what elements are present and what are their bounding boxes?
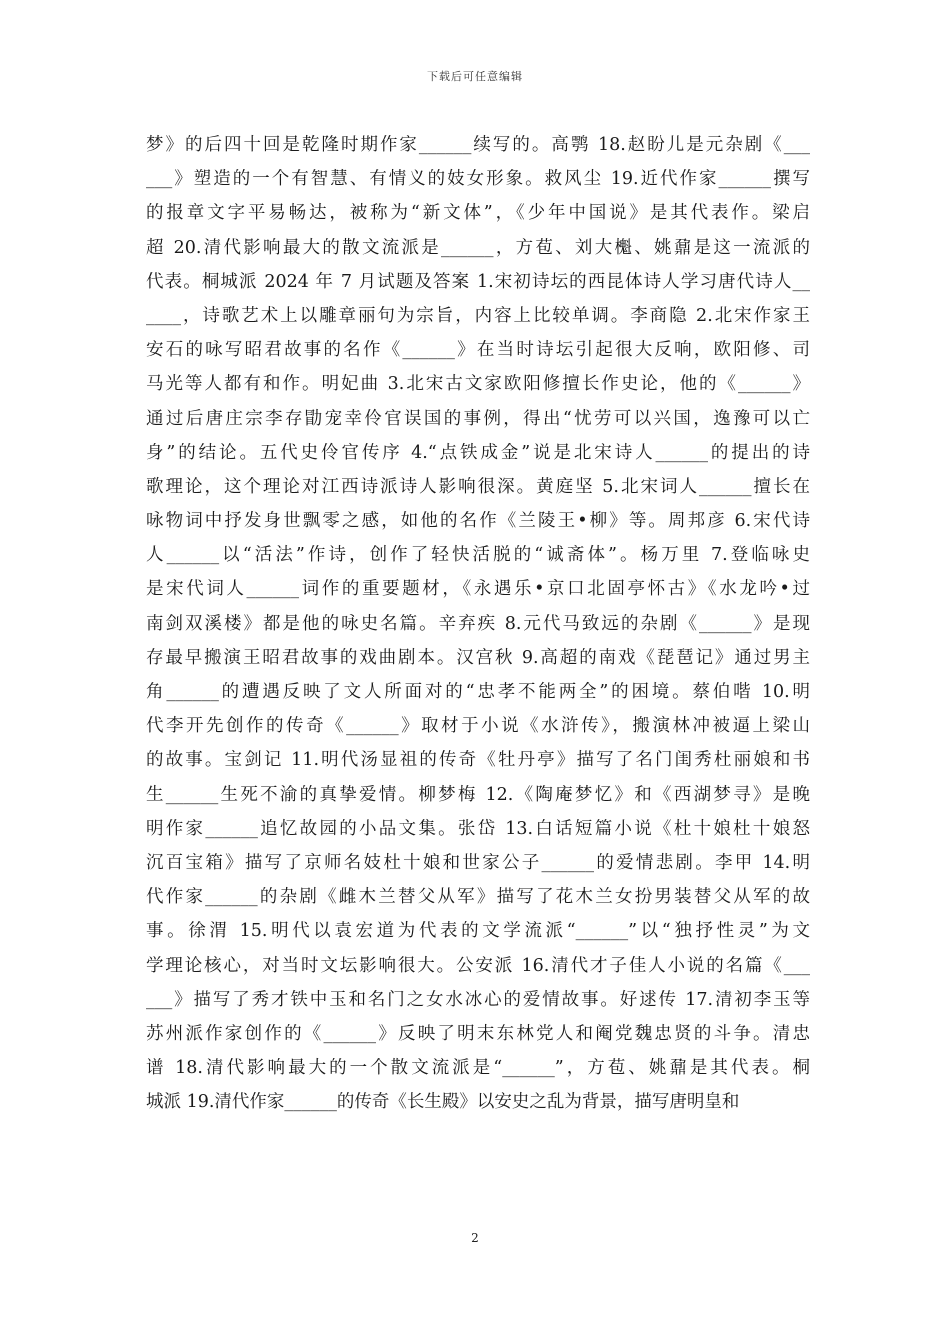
body-text bbox=[146, 128, 810, 1119]
text-line: 是宋代词人______词作的重要题材，《永遇乐•京口北固亭怀古》《水龙吟•过 bbox=[146, 579, 810, 600]
text-line: 角______的遭遇反映了文人所面对的“忠孝不能两全”的困境。蔡伯喈 10.明 bbox=[146, 682, 810, 702]
page-header: 下载后可任意编辑 bbox=[427, 70, 523, 83]
text-line: 城派 19.清代作家______的传奇《长生殿》以安史之乱为背景，描写唐明皇和 bbox=[146, 1092, 740, 1113]
text-line: 明作家______追忆故园的小品文集。张岱 13.白话短篇小说《杜十娘杜十娘怒 bbox=[146, 818, 810, 839]
text-line: 的报章文字平易畅达，被称为“新文体”，《少年中国说》是其代表作。梁启 bbox=[146, 203, 810, 224]
text-line: 歌理论，这个理论对江西诗派诗人影响很深。黄庭坚 5.北宋词人______擅长在 bbox=[146, 476, 810, 497]
page-number: 2 bbox=[471, 1231, 479, 1245]
text-line: ___》塑造的一个有智慧、有情义的妓女形象。救风尘 19.近代作家______撰写 bbox=[146, 169, 810, 190]
text-line: 代表。桐城派 2024 年 7 月试题及答案 1.宋初诗坛的西昆体诗人学习唐代诗人__ bbox=[146, 271, 810, 292]
text-line: 梦》的后四十回是乾隆时期作家______续写的。高鹗 18.赵盼儿是元杂剧《___ bbox=[146, 135, 810, 155]
text-line: 谱 18.清代影响最大的一个散文流派是“______”，方苞、姚鼐是其代表。桐 bbox=[146, 1058, 810, 1079]
text-line: 苏州派作家创作的《______》反映了明末东林党人和阉党魏忠贤的斗争。清忠 bbox=[146, 1023, 810, 1044]
text-line: 安石的咏写昭君故事的名作《______》在当时诗坛引起很大反响，欧阳修、司 bbox=[146, 340, 810, 361]
text-line: 的故事。宝剑记 11.明代汤显祖的传奇《牡丹亭》描写了名门闺秀杜丽娘和书 bbox=[146, 750, 810, 771]
text-line: ____，诗歌艺术上以雕章丽句为宗旨，内容上比较单调。李商隐 2.北宋作家王 bbox=[146, 305, 810, 326]
text-line: ___》描写了秀才铁中玉和名门之女水冰心的爱情故事。好逑传 17.清初李玉等 bbox=[146, 989, 810, 1010]
text-line: 学理论核心，对当时文坛影响很大。公安派 16.清代才子佳人小说的名篇《___ bbox=[146, 955, 810, 976]
text-line: 南剑双溪楼》都是他的咏史名篇。辛弃疾 8.元代马致远的杂剧《______》是现 bbox=[146, 613, 810, 634]
text-line: 事。徐渭 15.明代以袁宏道为代表的文学流派“______”以“独抒性灵”为文 bbox=[146, 921, 810, 942]
text-line: 咏物词中抒发身世飘零之感，如他的名作《兰陵王•柳》等。周邦彦 6.宋代诗 bbox=[146, 511, 810, 532]
text-line: 存最早搬演王昭君故事的戏曲剧本。汉宫秋 9.高超的南戏《琵琶记》通过男主 bbox=[146, 647, 810, 668]
text-line: 代李开先创作的传奇《______》取材于小说《水浒传》，搬演林冲被逼上梁山 bbox=[146, 716, 810, 737]
text-line: 生______生死不渝的真挚爱情。柳梦梅 12.《陶庵梦忆》和《西湖梦寻》是晚 bbox=[146, 784, 810, 805]
text-line: 沉百宝箱》描写了京师名妓杜十娘和世家公子______的爱情悲剧。李甲 14.明 bbox=[146, 852, 810, 873]
text-line: 通过后唐庄宗李存勖宠幸伶官误国的事例，得出“忧劳可以兴国，逸豫可以亡 bbox=[146, 408, 810, 429]
text-line: 代作家______的杂剧《雌木兰替父从军》描写了花木兰女扮男装替父从军的故 bbox=[146, 887, 810, 908]
text-line: 超 20.清代影响最大的散文流派是______，方苞、刘大櫆、姚鼐是这一流派的 bbox=[146, 237, 810, 258]
text-line: 人______以“活法”作诗，创作了轻快活脱的“诚斋体”。杨万里 7.登临咏史 bbox=[146, 545, 810, 566]
text-line: 身”的结论。五代史伶官传序 4.“点铁成金”说是北宋诗人______的提出的诗 bbox=[146, 442, 810, 463]
text-line: 马光等人都有和作。明妃曲 3.北宋古文家欧阳修擅长作史论，他的《______》 bbox=[146, 374, 810, 395]
